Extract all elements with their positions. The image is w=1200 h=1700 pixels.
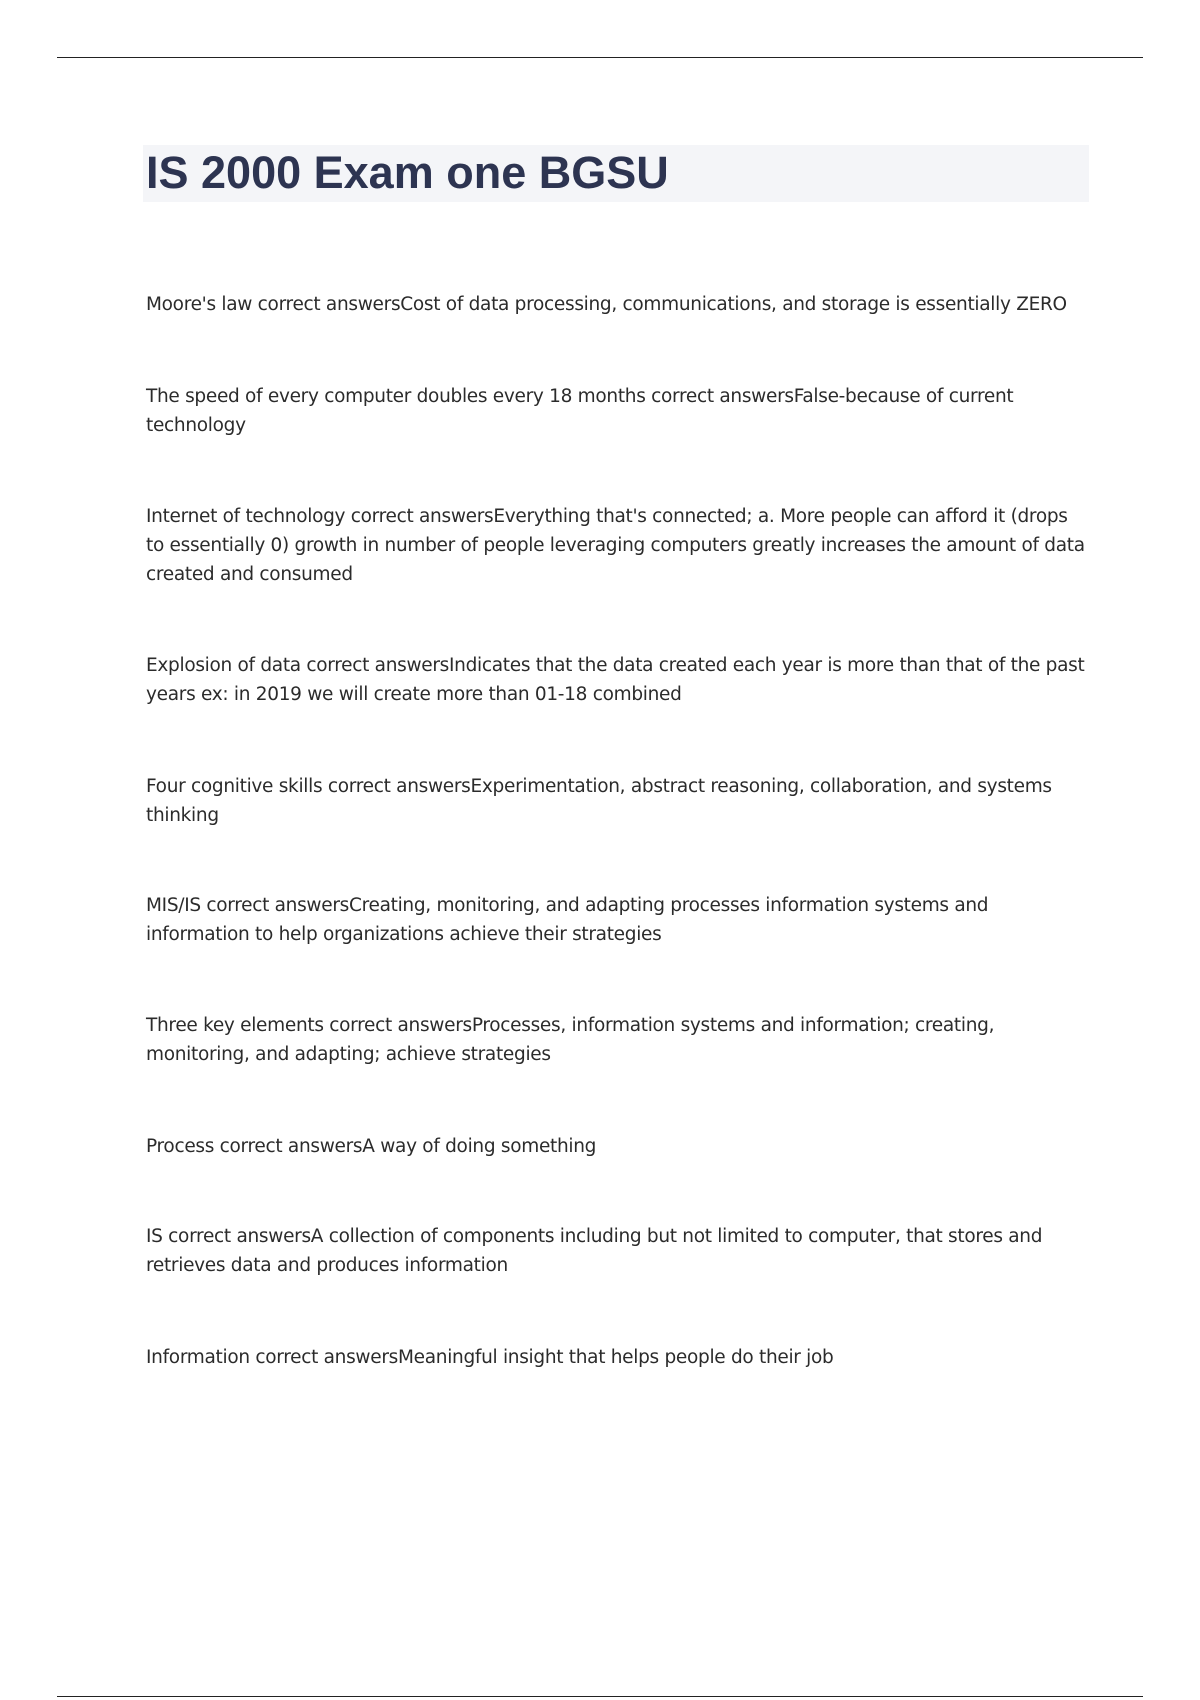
qa-item-three-key-elements: Three key elements correct answersProcesses, information systems and information; creating, monitoring, and adapting; achieve strategies [146, 1015, 995, 1065]
qa-item-information: Information correct answersMeaningful insight that helps people do their job [146, 1347, 834, 1368]
qa-item-mis-is: MIS/IS correct answersCreating, monitoring, and adapting processes information systems and information to help organizations achieve their strategies [146, 895, 989, 945]
qa-item-process: Process correct answersA way of doing something [146, 1136, 597, 1157]
qa-item-explosion-of-data: Explosion of data correct answersIndicates that the data created each year is more than that of the past years ex: in 2019 we will create more than 01-18 combined [146, 655, 1085, 705]
bottom-rule [57, 1696, 1143, 1697]
qa-item-internet-of-technology: Internet of technology correct answersEverything that's connected; a. More people can afford it (drops to essentially 0) growth in number of people leveraging computers greatly increases the amount of data created and consumed [146, 506, 1085, 585]
qa-item-moores-law: Moore's law correct answersCost of data processing, communications, and storage is essentially ZERO [146, 294, 1067, 315]
qa-item-is: IS correct answersA collection of components including but not limited to computer, that stores and retrieves data and produces information [146, 1226, 1043, 1276]
page-title: IS 2000 Exam one BGSU [146, 147, 669, 198]
qa-item-computer-speed: The speed of every computer doubles every 18 months correct answersFalse-because of current technology [146, 386, 1014, 436]
qa-item-cognitive-skills: Four cognitive skills correct answersExperimentation, abstract reasoning, collaboration, and systems thinking [146, 776, 1052, 826]
top-rule [57, 57, 1143, 58]
